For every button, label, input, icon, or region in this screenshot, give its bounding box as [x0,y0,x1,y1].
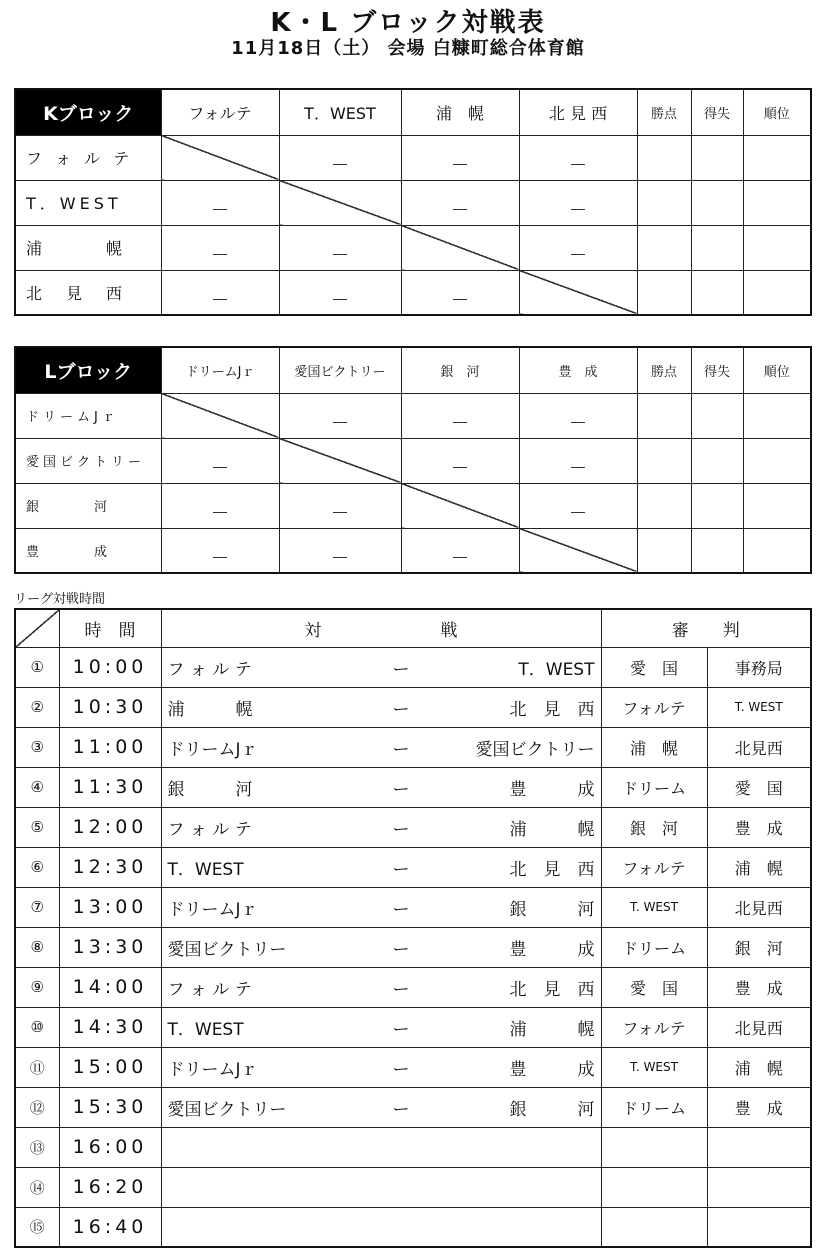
match-number: ⑬ [15,1127,59,1167]
match-pair [168,1095,595,1120]
result-cell [519,438,637,483]
l-block-table [14,346,812,574]
match-pair [168,975,595,1000]
match-pair [168,695,595,720]
team-a: フ ォ ル テ [167,819,252,840]
team-b: 愛国ビクトリー [475,739,595,760]
dash-mark [571,254,585,255]
match-time: 14:30 [59,1007,161,1047]
dash-mark [453,557,467,558]
referee-1: ドリーム [601,927,707,967]
referee-1: フォルテ [601,1007,707,1047]
referee-2: 豊 成 [707,1087,811,1127]
result-cell [279,135,401,180]
team-b: 銀 河 [509,899,595,920]
schedule-row [15,967,811,1007]
vs-mark: ー [392,779,410,800]
match-number: ⑦ [15,887,59,927]
stat-header: 勝点 [637,347,691,393]
column-team-name: 北 見 西 [519,89,637,135]
match-cell [161,927,601,967]
block-label: Kブロック [15,89,161,135]
dash-mark [213,299,227,300]
match-cell [161,887,601,927]
match-cell [161,727,601,767]
vs-mark: ー [392,899,410,920]
match-time: 16:00 [59,1127,161,1167]
result-cell [161,270,279,315]
match-pair [168,1015,595,1040]
schedule-row [15,847,811,887]
l-block-header-row [15,347,811,393]
row-team-name: 銀 河 [15,483,161,528]
match-time: 12:30 [59,847,161,887]
team-a: ドリームJｒ [167,739,258,760]
dash-mark [213,467,227,468]
team-b: 北 見 西 [509,859,595,880]
match-cell [161,1007,601,1047]
self-match-cell [279,438,401,483]
match-cell [161,1047,601,1087]
dash-mark [571,422,585,423]
match-time: 16:40 [59,1207,161,1247]
page-subtitle: 11月18日（土） 会場 白糠町総合体育館 [231,38,585,59]
referee-2: 北見西 [707,727,811,767]
schedule-row [15,1167,811,1207]
match-number: ⑩ [15,1007,59,1047]
result-cell [161,180,279,225]
vs-mark: ー [392,1099,410,1120]
stat-cell [637,135,691,180]
vs-mark: ー [392,819,410,840]
match-cell [161,847,601,887]
row-team-name: T．WEST [15,180,161,225]
dash-mark [453,467,467,468]
schedule-label: リーグ対戦時間 [14,592,106,607]
match-time: 14:00 [59,967,161,1007]
stat-cell [691,393,743,438]
self-match-cell [161,135,279,180]
stat-cell [743,393,811,438]
match-time: 10:00 [59,647,161,687]
match-time: 12:00 [59,807,161,847]
match-number: ⑤ [15,807,59,847]
vs-mark: ー [392,979,410,1000]
self-match-cell [401,483,519,528]
dash-mark [333,164,347,165]
dash-mark [333,512,347,513]
team-a: 銀 河 [167,779,253,800]
result-cell [161,483,279,528]
referee-2: 豊 成 [707,967,811,1007]
match-number: ② [15,687,59,727]
match-time: 13:30 [59,927,161,967]
self-match-cell [279,180,401,225]
row-team-name: ドリームJｒ [15,393,161,438]
schedule-row [15,887,811,927]
result-cell [401,135,519,180]
stat-cell [691,438,743,483]
stat-cell [743,528,811,573]
stat-header: 得失 [691,347,743,393]
match-pair [168,895,595,920]
match-number: ⑮ [15,1207,59,1247]
match-cell [161,967,601,1007]
referee-2 [707,1207,811,1247]
team-b: T．WEST [518,659,595,680]
match-cell [161,807,601,847]
match-number: ⑥ [15,847,59,887]
time-header: 時 間 [59,609,161,647]
schedule-header-row [15,609,811,647]
team-row [15,270,811,315]
page-title: K・L ブロック対戦表 [270,8,546,38]
k-block-table [14,88,812,316]
match-pair [168,1055,595,1080]
column-team-name: 豊 成 [519,347,637,393]
result-cell [279,528,401,573]
dash-mark [571,467,585,468]
dash-mark [213,557,227,558]
team-a: 愛国ビクトリー [167,1099,287,1120]
referee-1 [601,1127,707,1167]
stat-cell [743,483,811,528]
match-pair [168,655,595,680]
schedule-row [15,767,811,807]
match-cell [161,647,601,687]
referee-2: T. WEST [707,687,811,727]
team-a: フ ォ ル テ [167,659,252,680]
match-cell [161,687,601,727]
match-time: 15:00 [59,1047,161,1087]
dash-mark [213,254,227,255]
match-pair [168,815,595,840]
team-b: 豊 成 [509,779,595,800]
result-cell [519,225,637,270]
schedule-row [15,727,811,767]
column-team-name: ドリームJｒ [161,347,279,393]
stat-cell [743,438,811,483]
result-cell [161,225,279,270]
stat-cell [637,438,691,483]
vs-mark: ー [392,699,410,720]
stat-cell [691,528,743,573]
vs-mark: ー [392,1059,410,1080]
team-row [15,483,811,528]
referee-1: 愛 国 [601,647,707,687]
dash-mark [453,164,467,165]
referee-1: ドリーム [601,767,707,807]
referee-1: 浦 幌 [601,727,707,767]
self-match-cell [161,393,279,438]
stat-cell [637,528,691,573]
team-row [15,438,811,483]
referee-2: 浦 幌 [707,1047,811,1087]
referee-1: フォルテ [601,687,707,727]
team-b: 浦 幌 [509,819,595,840]
match-time: 11:30 [59,767,161,807]
stat-cell [637,225,691,270]
schedule-row [15,687,811,727]
match-number: ⑪ [15,1047,59,1087]
column-team-name: 銀 河 [401,347,519,393]
referee-1 [601,1167,707,1207]
schedule-row [15,1047,811,1087]
stat-cell [691,135,743,180]
stat-cell [637,483,691,528]
team-b: 豊 成 [509,939,595,960]
stat-cell [637,393,691,438]
dash-mark [571,164,585,165]
referee-2: 愛 国 [707,767,811,807]
referee-1: フォルテ [601,847,707,887]
dash-mark [213,209,227,210]
result-cell [401,270,519,315]
column-team-name: 浦 幌 [401,89,519,135]
match-pair [168,855,595,880]
referee-2: 北見西 [707,1007,811,1047]
match-time: 10:30 [59,687,161,727]
row-team-name: 北 見 西 [15,270,161,315]
match-time: 15:30 [59,1087,161,1127]
result-cell [401,393,519,438]
match-number: ⑭ [15,1167,59,1207]
stat-header: 勝点 [637,89,691,135]
referee-2 [707,1167,811,1207]
result-cell [519,180,637,225]
stat-cell [691,270,743,315]
dash-mark [453,299,467,300]
referee-1: 愛 国 [601,967,707,1007]
match-pair [168,775,595,800]
team-a: 愛国ビクトリー [167,939,287,960]
vs-mark: ー [392,739,410,760]
schedule-row [15,927,811,967]
schedule-row [15,1127,811,1167]
referee-2: 浦 幌 [707,847,811,887]
column-team-name: 愛国ビクトリー [279,347,401,393]
team-row [15,393,811,438]
result-cell [161,438,279,483]
result-cell [279,225,401,270]
k-block-header-row [15,89,811,135]
dash-mark [453,422,467,423]
match-pair [168,935,595,960]
match-cell [161,767,601,807]
team-a: ドリームJｒ [167,1059,258,1080]
stat-header: 順位 [743,89,811,135]
team-b: 豊 成 [509,1059,595,1080]
block-label: Lブロック [15,347,161,393]
match-time: 13:00 [59,887,161,927]
match-cell [161,1167,601,1207]
stat-cell [743,180,811,225]
stat-cell [691,483,743,528]
team-b: 北 見 西 [509,979,595,1000]
referee-2: 豊 成 [707,807,811,847]
self-match-cell [401,225,519,270]
match-number: ① [15,647,59,687]
dash-mark [333,422,347,423]
stat-cell [691,225,743,270]
vs-mark: ー [392,659,410,680]
result-cell [401,528,519,573]
referee-1 [601,1207,707,1247]
vs-mark: ー [392,859,410,880]
stat-cell [743,270,811,315]
match-header: 対 戦 [161,609,601,647]
row-team-name: 豊 成 [15,528,161,573]
dash-mark [333,299,347,300]
referee-2 [707,1127,811,1167]
referee-2: 事務局 [707,647,811,687]
stat-cell [637,270,691,315]
self-match-cell [519,528,637,573]
vs-mark: ー [392,939,410,960]
result-cell [401,438,519,483]
match-time: 16:20 [59,1167,161,1207]
row-team-name: 浦 幌 [15,225,161,270]
team-b: 北 見 西 [509,699,595,720]
schedule-row [15,647,811,687]
dash-mark [213,512,227,513]
schedule-row [15,807,811,847]
match-cell [161,1127,601,1167]
referee-header: 審 判 [601,609,811,647]
team-a: フ ォ ル テ [167,979,252,1000]
team-a: ドリームJｒ [167,899,258,920]
result-cell [161,528,279,573]
result-cell [279,483,401,528]
schedule-table [14,608,812,1248]
row-team-name: フ ォ ル テ [15,135,161,180]
team-row [15,180,811,225]
self-match-cell [519,270,637,315]
dash-mark [571,209,585,210]
stat-cell [743,225,811,270]
match-number: ⑫ [15,1087,59,1127]
dash-mark [333,254,347,255]
team-b: 銀 河 [509,1099,595,1120]
dash-mark [333,557,347,558]
dash-mark [571,512,585,513]
result-cell [279,393,401,438]
stat-cell [637,180,691,225]
schedule-row [15,1007,811,1047]
stat-cell [743,135,811,180]
column-team-name: フォルテ [161,89,279,135]
column-team-name: T．WEST [279,89,401,135]
team-a: T．WEST [167,1019,244,1040]
schedule-row [15,1087,811,1127]
team-row [15,135,811,180]
match-cell [161,1087,601,1127]
match-number: ⑨ [15,967,59,1007]
team-row [15,528,811,573]
stat-header: 得失 [691,89,743,135]
result-cell [519,483,637,528]
dash-mark [453,209,467,210]
team-row [15,225,811,270]
match-pair [168,735,595,760]
vs-mark: ー [392,1019,410,1040]
corner-cell [15,609,59,647]
team-a: 浦 幌 [167,699,253,720]
row-team-name: 愛国ビクトリー [15,438,161,483]
referee-1: T. WEST [601,887,707,927]
match-cell [161,1207,601,1247]
result-cell [519,135,637,180]
referee-1: 銀 河 [601,807,707,847]
referee-1: ドリーム [601,1087,707,1127]
result-cell [401,180,519,225]
match-time: 11:00 [59,727,161,767]
result-cell [279,270,401,315]
team-b: 浦 幌 [509,1019,595,1040]
stat-cell [691,180,743,225]
referee-2: 北見西 [707,887,811,927]
match-number: ③ [15,727,59,767]
stat-header: 順位 [743,347,811,393]
referee-1: T. WEST [601,1047,707,1087]
match-number: ⑧ [15,927,59,967]
referee-2: 銀 河 [707,927,811,967]
match-number: ④ [15,767,59,807]
team-a: T．WEST [167,859,244,880]
schedule-row [15,1207,811,1247]
result-cell [519,393,637,438]
